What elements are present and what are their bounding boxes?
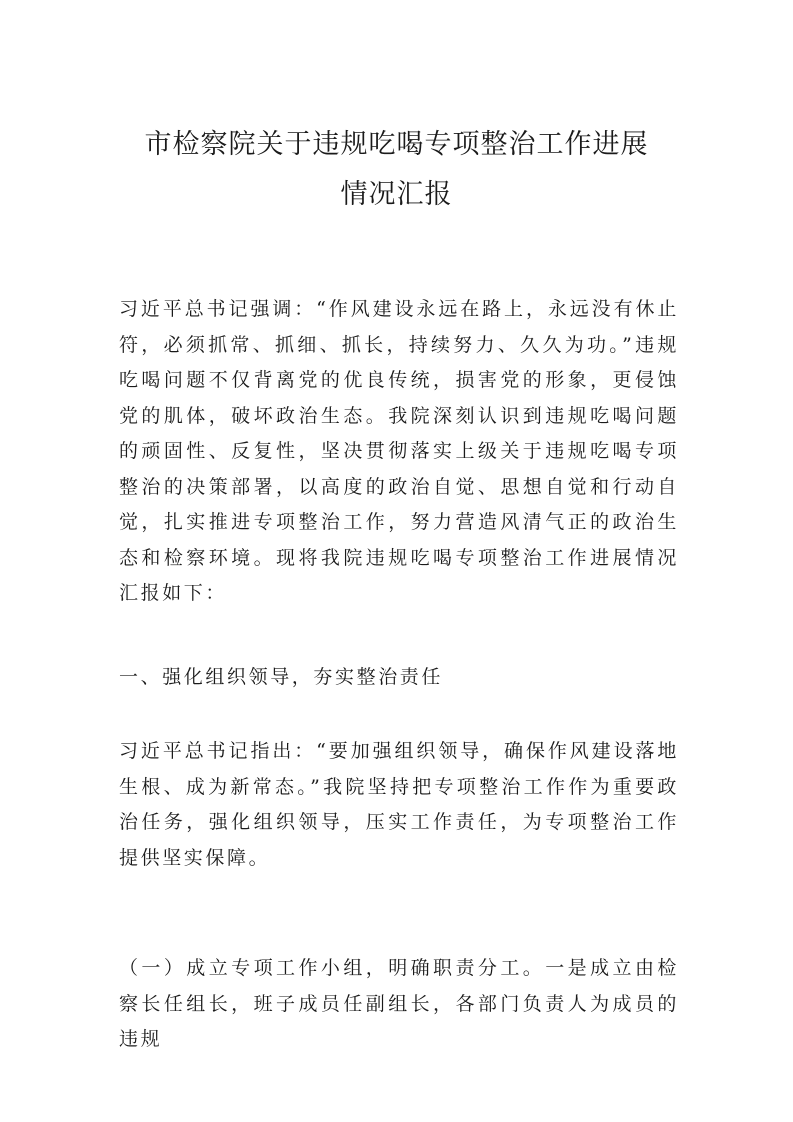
section-1-heading: 一、强化组织领导，夯实整治责任 xyxy=(119,666,444,688)
intro-paragraph: 习近平总书记强调：“作风建设永远在路上，永远没有休止符，必须抓常、抓细、抓长，持续努力、久久为功。”违规吃喝问题不仅背离党的优良传统，损害党的形象，更侵蚀党的肌体，破坏政治生态。我院深刻认识到违规吃喝问题的顽固性、反复性，坚决贯彻落实上级关于违规吃喝专项整治的决策部署，以高度的政治自觉、思想自觉和行动自觉，扎实推进专项整治工作，努力营造风清气正的政治生态和检察环境。现将我院违规吃喝专项整治工作进展情况汇报如下： xyxy=(119,298,679,604)
section-1-paragraph: 习近平总书记指出：“要加强组织领导，确保作风建设落地生根、成为新常态。”我院坚持把专项整治工作作为重要政治任务，强化组织领导，压实工作责任，为专项整治工作提供坚实保障。 xyxy=(119,740,679,869)
title-line-2: 情况汇报 xyxy=(340,179,453,210)
title-line-1: 市检察院关于违规吃喝专项整治工作进展 xyxy=(144,129,649,160)
document-title xyxy=(100,120,693,220)
subsection-1-paragraph: （一）成立专项工作小组，明确职责分工。一是成立由检察长任组长，班子成员任副组长，各部门负责人为成员的违规 xyxy=(119,957,679,1050)
